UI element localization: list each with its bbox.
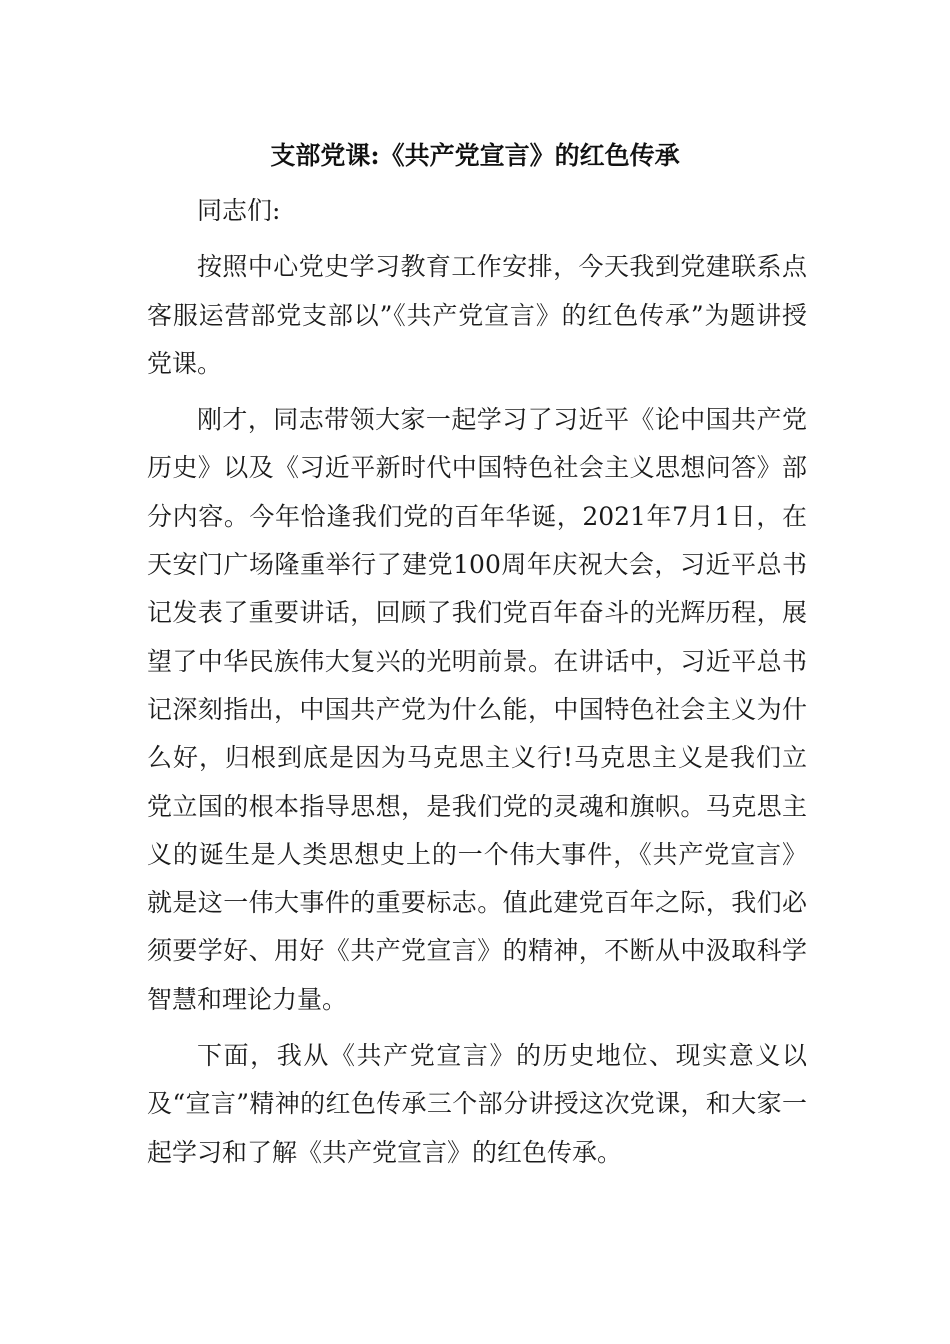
paragraph-2: 刚才，同志带领大家一起学习了习近平《论中国共产党历史》以及《习近平新时代中国特色社会主义思想问答》部分内容。今年恰逢我们党的百年华诞，2021年7月1日，在天安门广场隆重举行了建党100周年庆祝大会，习近平总书记发表了重要讲话，回顾了我们党百年奋斗的光辉历程，展望了中华民族伟大复兴的光明前景。在讲话中，习近平总书记深刻指出，中国共产党为什么能，中国特色社会主义为什么好，归根到底是因为马克思主义行!马克思主义是我们立党立国的根本指导思想，是我们党的灵魂和旗帜。马克思主义的诞生是人类思想史上的一个伟大事件，《共产党宣言》就是这一伟大事件的重要标志。值此建党百年之际，我们必须要学好、用好《共产党宣言》的精神，不断从中汲取科学智慧和理论力量。 <box>147 405 807 1014</box>
salutation: 同志们: <box>197 196 281 225</box>
document-body <box>147 187 807 1177</box>
document-title: 支部党课:《共产党宣言》的红色传承 <box>270 141 680 170</box>
paragraph-1: 按照中心党史学习教育工作安排，今天我到党建联系点客服运营部党支部以”《共产党宣言》的红色传承”为题讲授党课。 <box>147 252 807 378</box>
paragraph-3: 下面，我从《共产党宣言》的历史地位、现实意义以及“宣言”精神的红色传承三个部分讲授这次党课，和大家一起学习和了解《共产党宣言》的红色传承。 <box>147 1041 807 1167</box>
